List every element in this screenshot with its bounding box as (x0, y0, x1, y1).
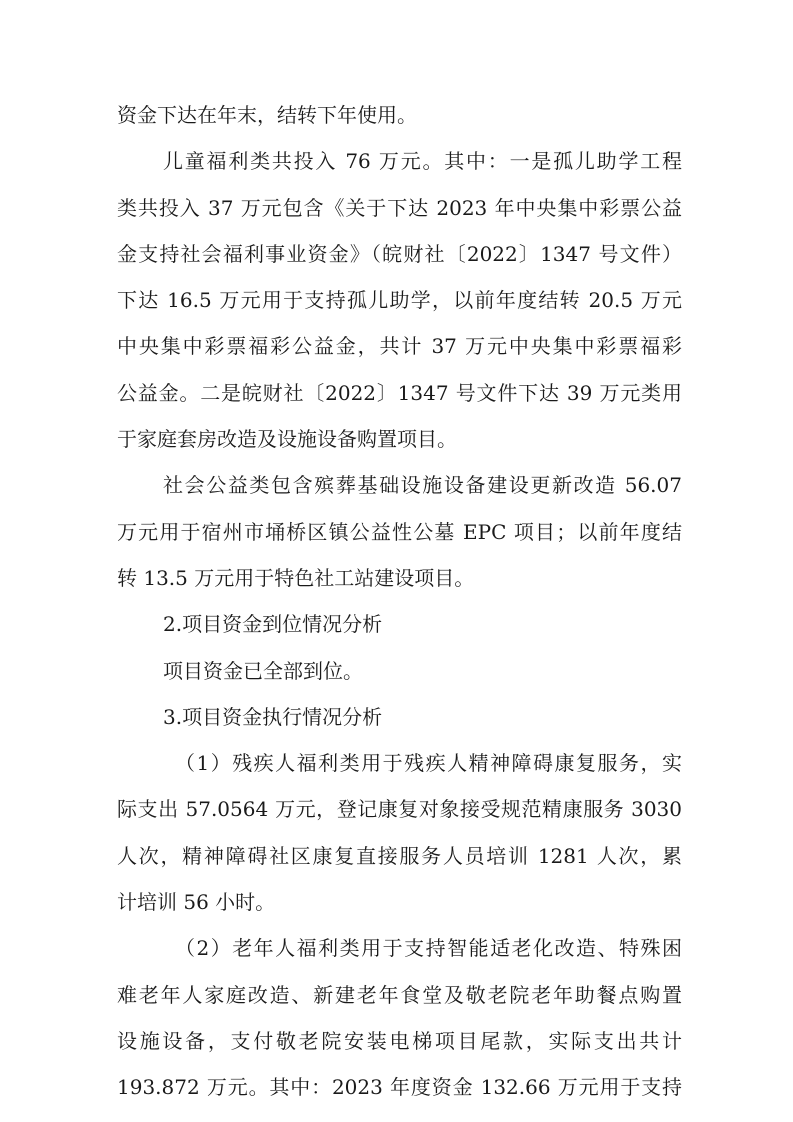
paragraph-line: 193.872 万元。其中：2023 年度资金 132.66 万元用于支持 (117, 1075, 682, 1100)
paragraph-line: 转 13.5 万元用于特色社工站建设项目。 (117, 565, 475, 590)
paragraph-line: 设施设备，支付敬老院安装电梯项目尾款，实际支出共计 (117, 1028, 682, 1053)
paragraph-line: （2）老年人福利类用于支持智能适老化改造、特殊困 (175, 936, 682, 961)
paragraph-line: 项目资金已全部到位。 (163, 658, 363, 683)
paragraph-line: 计培训 56 小时。 (117, 890, 276, 915)
paragraph-line: 类共投入 37 万元包含《关于下达 2023 年中央集中彩票公益 (117, 195, 682, 220)
section-heading: 2.项目资金到位情况分析 (163, 612, 383, 637)
paragraph-line: 中央集中彩票福彩公益金，共计 37 万元中央集中彩票福彩 (117, 334, 682, 359)
paragraph-line: （1）残疾人福利类用于残疾人精神障碍康复服务，实 (175, 751, 682, 776)
paragraph-line: 难老年人家庭改造、新建老年食堂及敬老院老年助餐点购置 (117, 982, 682, 1007)
paragraph-line: 资金下达在年末，结转下年使用。 (117, 103, 417, 127)
paragraph-line: 人次，精神障碍社区康复直接服务人员培训 1281 人次，累 (117, 843, 682, 868)
paragraph-line: 万元用于宿州市埇桥区镇公益性公墓 EPC 项目；以前年度结 (117, 519, 682, 544)
document-body (117, 92, 682, 1111)
paragraph-line: 际支出 57.0564 万元，登记康复对象接受规范精康服务 3030 (117, 797, 682, 822)
paragraph-line: 下达 16.5 万元用于支持孤儿助学，以前年度结转 20.5 万元 (117, 288, 682, 313)
section-heading: 3.项目资金执行情况分析 (163, 704, 383, 729)
paragraph-line: 金支持社会福利事业资金》（皖财社〔2022〕1347 号文件） (117, 241, 682, 266)
paragraph-line: 社会公益类包含殡葬基础设施设备建设更新改造 56.07 (163, 473, 682, 498)
paragraph-line: 公益金。二是皖财社〔2022〕1347 号文件下达 39 万元类用 (117, 380, 682, 405)
paragraph-line: 于家庭套房改造及设施设备购置项目。 (117, 427, 457, 452)
paragraph-line: 儿童福利类共投入 76 万元。其中：一是孤儿助学工程 (163, 149, 682, 174)
